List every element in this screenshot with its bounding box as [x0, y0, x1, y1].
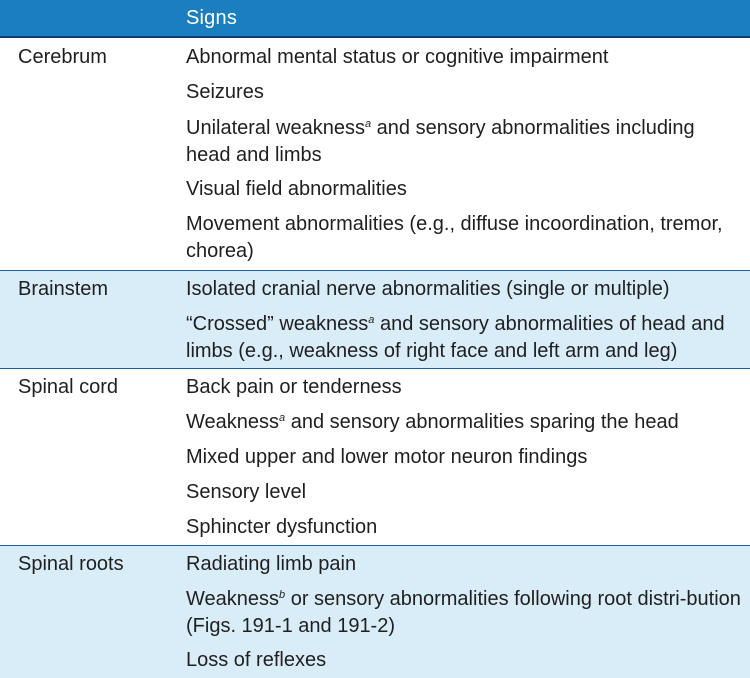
region-label: Brainstem: [18, 278, 109, 300]
header-signs: Signs: [186, 7, 238, 29]
sign-item: Abnormal mental status or cognitive impairment: [186, 46, 609, 68]
group-cerebrum: [0, 38, 750, 271]
sign-item: Radiating limb pain: [186, 553, 357, 575]
region-label: Cerebrum: [18, 46, 107, 68]
sign-item: Visual field abnormalities: [186, 178, 407, 200]
sign-item: Weakness$^b$ or sensory abnormalities following root distri-bution (Figs. 191-1 and 191-2): [186, 588, 741, 637]
sign-item: Loss of reflexes: [186, 649, 327, 671]
region-label: Spinal roots: [18, 553, 124, 575]
table-header: [0, 0, 750, 38]
sign-item: Weakness$^a$ and sensory abnormalities sparing the head: [186, 411, 679, 433]
group-spinal-roots: [0, 546, 750, 678]
footnote-marker: b: [279, 589, 286, 601]
footnote-marker: a: [364, 118, 372, 130]
sign-item: Sensory level: [186, 481, 307, 503]
sign-item: “Crossed” weakness$^a$ and sensory abnormalities of head and limbs (e.g., weakness of right face and left arm and leg): [186, 313, 725, 362]
footnote-marker: a: [368, 314, 375, 326]
sign-item: Isolated cranial nerve abnormalities (single or multiple): [186, 278, 670, 300]
sign-item: Seizures: [186, 81, 264, 103]
sign-item: Movement abnormalities (e.g., diffuse incoordination, tremor, chorea): [186, 213, 723, 262]
sign-item: Mixed upper and lower motor neuron findings: [186, 446, 588, 468]
group-spinal-cord: [0, 369, 750, 546]
sign-item: Unilateral weakness$^a$ and sensory abnormalities including head and limbs: [186, 117, 695, 166]
footnote-marker: a: [279, 412, 286, 424]
group-brainstem: [0, 271, 750, 369]
sign-item: Back pain or tenderness: [186, 376, 402, 398]
sign-item: Sphincter dysfunction: [186, 516, 378, 538]
region-label: Spinal cord: [18, 376, 119, 398]
